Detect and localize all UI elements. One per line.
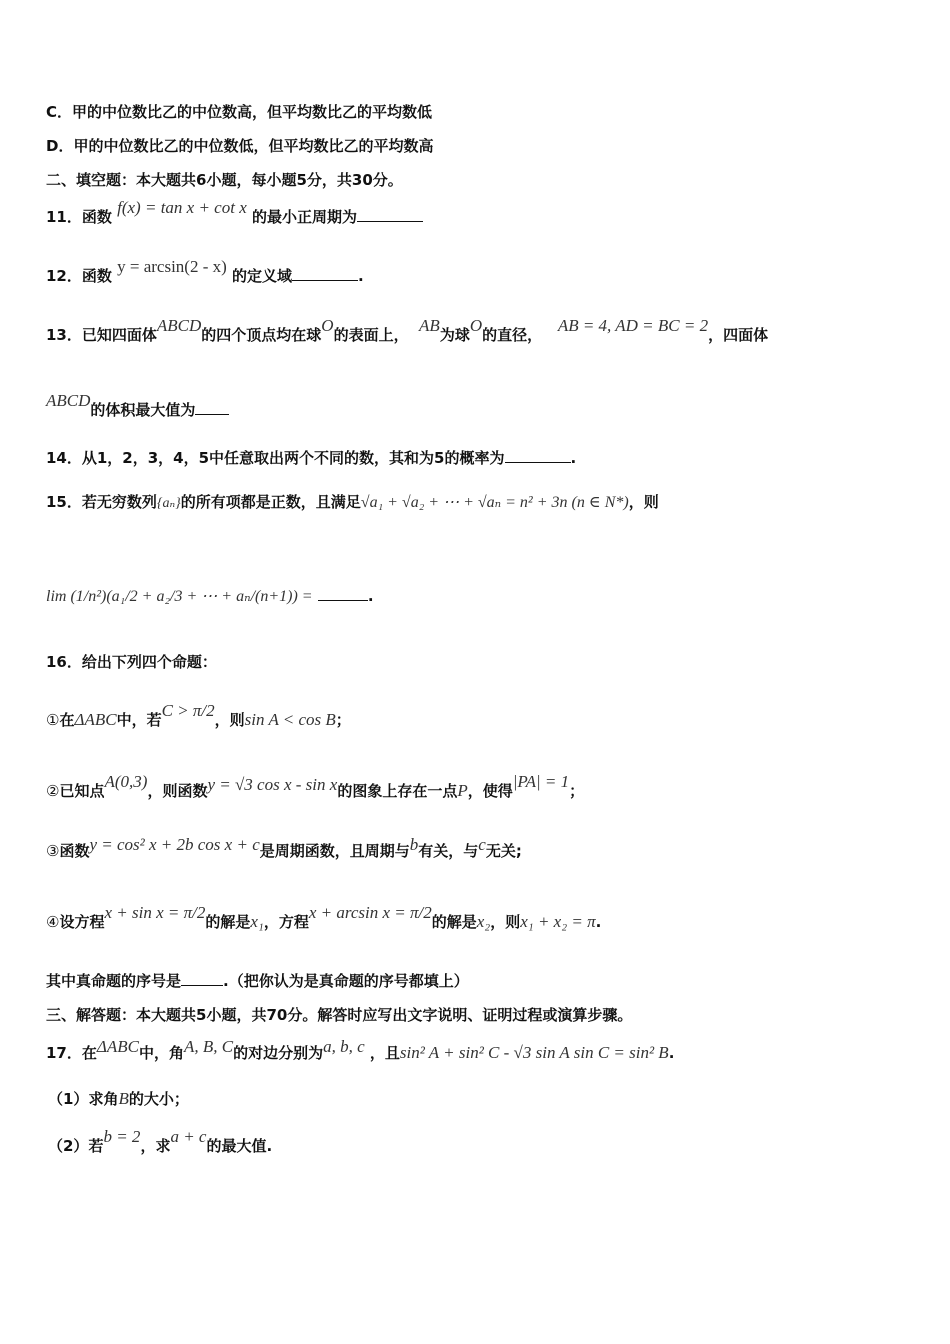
q14-end: . (570, 449, 577, 467)
q16-text: 给出下列四个命题： (81, 653, 217, 671)
q14-text: 从1，2，3，4，5中任意取出两个不同的数，其和为5的概率为 (81, 449, 505, 467)
question-15-limit (46, 586, 374, 607)
q16-ask-end: .（把你认为是真命题的序号都填上） (223, 972, 469, 990)
q11-answer-blank[interactable] (357, 207, 423, 222)
q16-proposition-3 (46, 835, 522, 861)
q11-post: 的最小正周期为 (251, 208, 357, 226)
q16-p3-text-3: 有关，与 (418, 842, 479, 860)
q13-text-1: 已知四面体 (81, 326, 157, 344)
q13-math-o: O (321, 316, 334, 335)
q17-s2-math-2: a + c (170, 1127, 207, 1146)
q16-p2-text-2: ，则函数 (147, 782, 208, 800)
q15-text-3: ，则 (628, 493, 659, 511)
q16-p1-math-3: sin A < cos B (244, 710, 336, 729)
option-d (46, 136, 433, 156)
q16-p2-text-1: 已知点 (59, 782, 105, 800)
q17-s2-text-3: 的最大值. (206, 1137, 273, 1155)
q16-proposition-2 (46, 772, 585, 801)
q17-number: 17． (46, 1044, 82, 1062)
q16-p4-math-5: x₁ + x₂ = π (520, 912, 596, 931)
q16-ask-text: 其中真命题的序号是 (46, 972, 182, 990)
section-3-heading: 三、解答题：本大题共5小题，共70分。解答时应写出文字说明、证明过程或演算步骤。 (46, 1006, 633, 1024)
q16-p2-mark: ② (46, 782, 60, 800)
q15-number: 15． (46, 493, 82, 511)
q16-p2-math-1: A(0,3) (104, 772, 148, 791)
q16-p3-mark: ③ (46, 842, 60, 860)
q14-answer-blank[interactable] (505, 448, 571, 463)
q16-p4-math-4: x₂ (476, 912, 491, 931)
q12-end: . (358, 267, 364, 285)
q16-p2-text-4: ，使得 (467, 782, 513, 800)
q11-math: f(x) = tan x + cot x (117, 198, 247, 217)
q16-p3-math-3: c (478, 835, 486, 854)
question-17 (46, 1037, 675, 1063)
q13-text-4: 为球 (439, 326, 470, 344)
q16-p1-math-1: ΔABC (74, 710, 117, 729)
q13-math-o2: O (469, 316, 483, 335)
q17-s2-text-1: 若 (88, 1137, 104, 1155)
question-11 (46, 198, 423, 227)
q16-proposition-4 (46, 903, 602, 932)
question-13-cont (46, 391, 229, 420)
q17-subquestion-1 (48, 1089, 189, 1109)
q12-math: y = arcsin(2 - x) (117, 257, 227, 276)
q16-p4-text-2: 的解是 (205, 913, 251, 931)
q13-math-abcd: ABCD (156, 316, 202, 335)
q13-text-3: 的表面上， (333, 326, 409, 344)
q13-math-lengths: AB = 4, AD = BC = 2 (557, 316, 709, 335)
q16-p1-math-2: C > π/2 (161, 701, 215, 720)
q14-number: 14． (46, 449, 82, 467)
q16-p2-math-3: P (457, 781, 468, 800)
q15-text-2: 的所有项都是正数，且满足 (180, 493, 361, 511)
option-c-label: C． (46, 103, 73, 121)
q16-p4-text-4: 的解是 (431, 913, 477, 931)
q17-s2-math-1: b = 2 (103, 1127, 141, 1146)
q15-end: . (367, 587, 374, 605)
option-c-text: 甲的中位数比乙的中位数高，但平均数比乙的平均数低 (72, 103, 433, 121)
q17-math-3: a, b, c (323, 1037, 365, 1056)
q17-math-1: ΔABC (96, 1037, 139, 1056)
q16-p1-text-1: 在 (59, 711, 75, 729)
q12-pre: 函数 (81, 267, 112, 285)
q16-p4-math-1: x + sin x = π/2 (104, 903, 206, 922)
q17-s1-math-1: B (118, 1089, 129, 1108)
q12-post: 的定义域 (232, 267, 293, 285)
q16-number: 16． (46, 653, 82, 671)
q16-p3-text-1: 函数 (59, 842, 90, 860)
q16-p3-math-1: y = cos² x + 2b cos x + c (89, 835, 260, 854)
q16-p4-text-5: ，则 (490, 913, 521, 931)
option-d-label: D． (46, 137, 74, 155)
q13-text-6: ，四面体 (708, 326, 769, 344)
q16-proposition-1 (46, 701, 351, 730)
q16-p2-text-5: ； (569, 782, 585, 800)
question-13 (46, 316, 769, 345)
q17-text-2: 中，角 (138, 1044, 184, 1062)
section-2-heading: 二、填空题：本大题共6小题，每小题5分，共30分。 (46, 171, 403, 189)
q12-number: 12． (46, 267, 82, 285)
question-16 (46, 652, 217, 672)
q16-p3-text-4: 无关; (485, 842, 522, 860)
q13-answer-blank[interactable] (195, 400, 229, 415)
q13-text-5: 的直径， (482, 326, 543, 344)
q16-p4-text-1: 设方程 (59, 913, 105, 931)
q15-answer-blank[interactable] (318, 586, 368, 601)
q16-p4-math-3: x + arcsin x = π/2 (308, 903, 432, 922)
q16-ask (46, 971, 469, 991)
q16-p1-text-3: ，则 (214, 711, 245, 729)
q16-p4-math-2: x₁ (250, 912, 264, 931)
question-12 (46, 257, 364, 286)
q17-text-3: 的对边分别为 (233, 1044, 324, 1062)
q17-text-4: ，且 (369, 1044, 400, 1062)
q16-p4-text-3: ，方程 (263, 913, 309, 931)
q15-math-seq: {aₙ} (156, 496, 181, 511)
q12-answer-blank[interactable] (292, 266, 358, 281)
q13-math-ab: AB (419, 316, 440, 335)
q16-p2-math-2: y = √3 cos x - sin x (207, 775, 338, 794)
option-c (46, 102, 432, 122)
q17-math-4: sin² A + sin² C - √3 sin A sin C = sin² B (399, 1043, 669, 1062)
q17-s1-text-1: 求角 (88, 1090, 119, 1108)
q13-math-abcd-2: ABCD (46, 391, 91, 410)
q17-end: . (668, 1044, 675, 1062)
q17-s1-text-2: 的大小； (128, 1090, 189, 1108)
q13-text-7: 的体积最大值为 (90, 401, 196, 419)
option-d-text: 甲的中位数比乙的中位数低，但平均数比乙的平均数高 (73, 137, 434, 155)
q16-p1-mark: ① (46, 711, 60, 729)
q16-p1-text-2: 中，若 (116, 711, 162, 729)
q16-p3-text-2: 是周期函数，且周期与 (259, 842, 410, 860)
q17-math-2: A, B, C (184, 1037, 234, 1056)
q17-subquestion-2 (48, 1127, 273, 1156)
question-15 (46, 492, 659, 514)
q16-p2-text-3: 的图象上存在一点 (337, 782, 458, 800)
q16-p4-text-6: . (595, 913, 602, 931)
q17-text-1: 在 (81, 1044, 97, 1062)
q16-p3-math-2: b (409, 835, 419, 854)
q15-math-condition: √a₁ + √a₂ + ⋯ + √aₙ = n² + 3n (n ∈ N*) (360, 494, 629, 511)
q16-p2-math-4: |PA| = 1 (512, 772, 570, 791)
q15-text-1: 若无穷数列 (81, 493, 157, 511)
q17-s1-label: （1） (48, 1090, 89, 1108)
q16-p4-mark: ④ (46, 913, 60, 931)
q16-p1-text-4: ； (335, 711, 351, 729)
q17-s2-text-2: ，求 (140, 1137, 171, 1155)
question-14 (46, 448, 576, 468)
q13-number: 13． (46, 326, 82, 344)
q11-pre: 函数 (81, 208, 112, 226)
q15-math-limit: lim (1/n²)(a₁/2 + a₂/3 + ⋯ + aₙ/(n+1)) = (46, 588, 313, 605)
q17-s2-label: （2） (48, 1137, 89, 1155)
q13-text-2: 的四个顶点均在球 (201, 326, 322, 344)
q16-answer-blank[interactable] (181, 971, 223, 986)
q11-number: 11． (46, 208, 82, 226)
